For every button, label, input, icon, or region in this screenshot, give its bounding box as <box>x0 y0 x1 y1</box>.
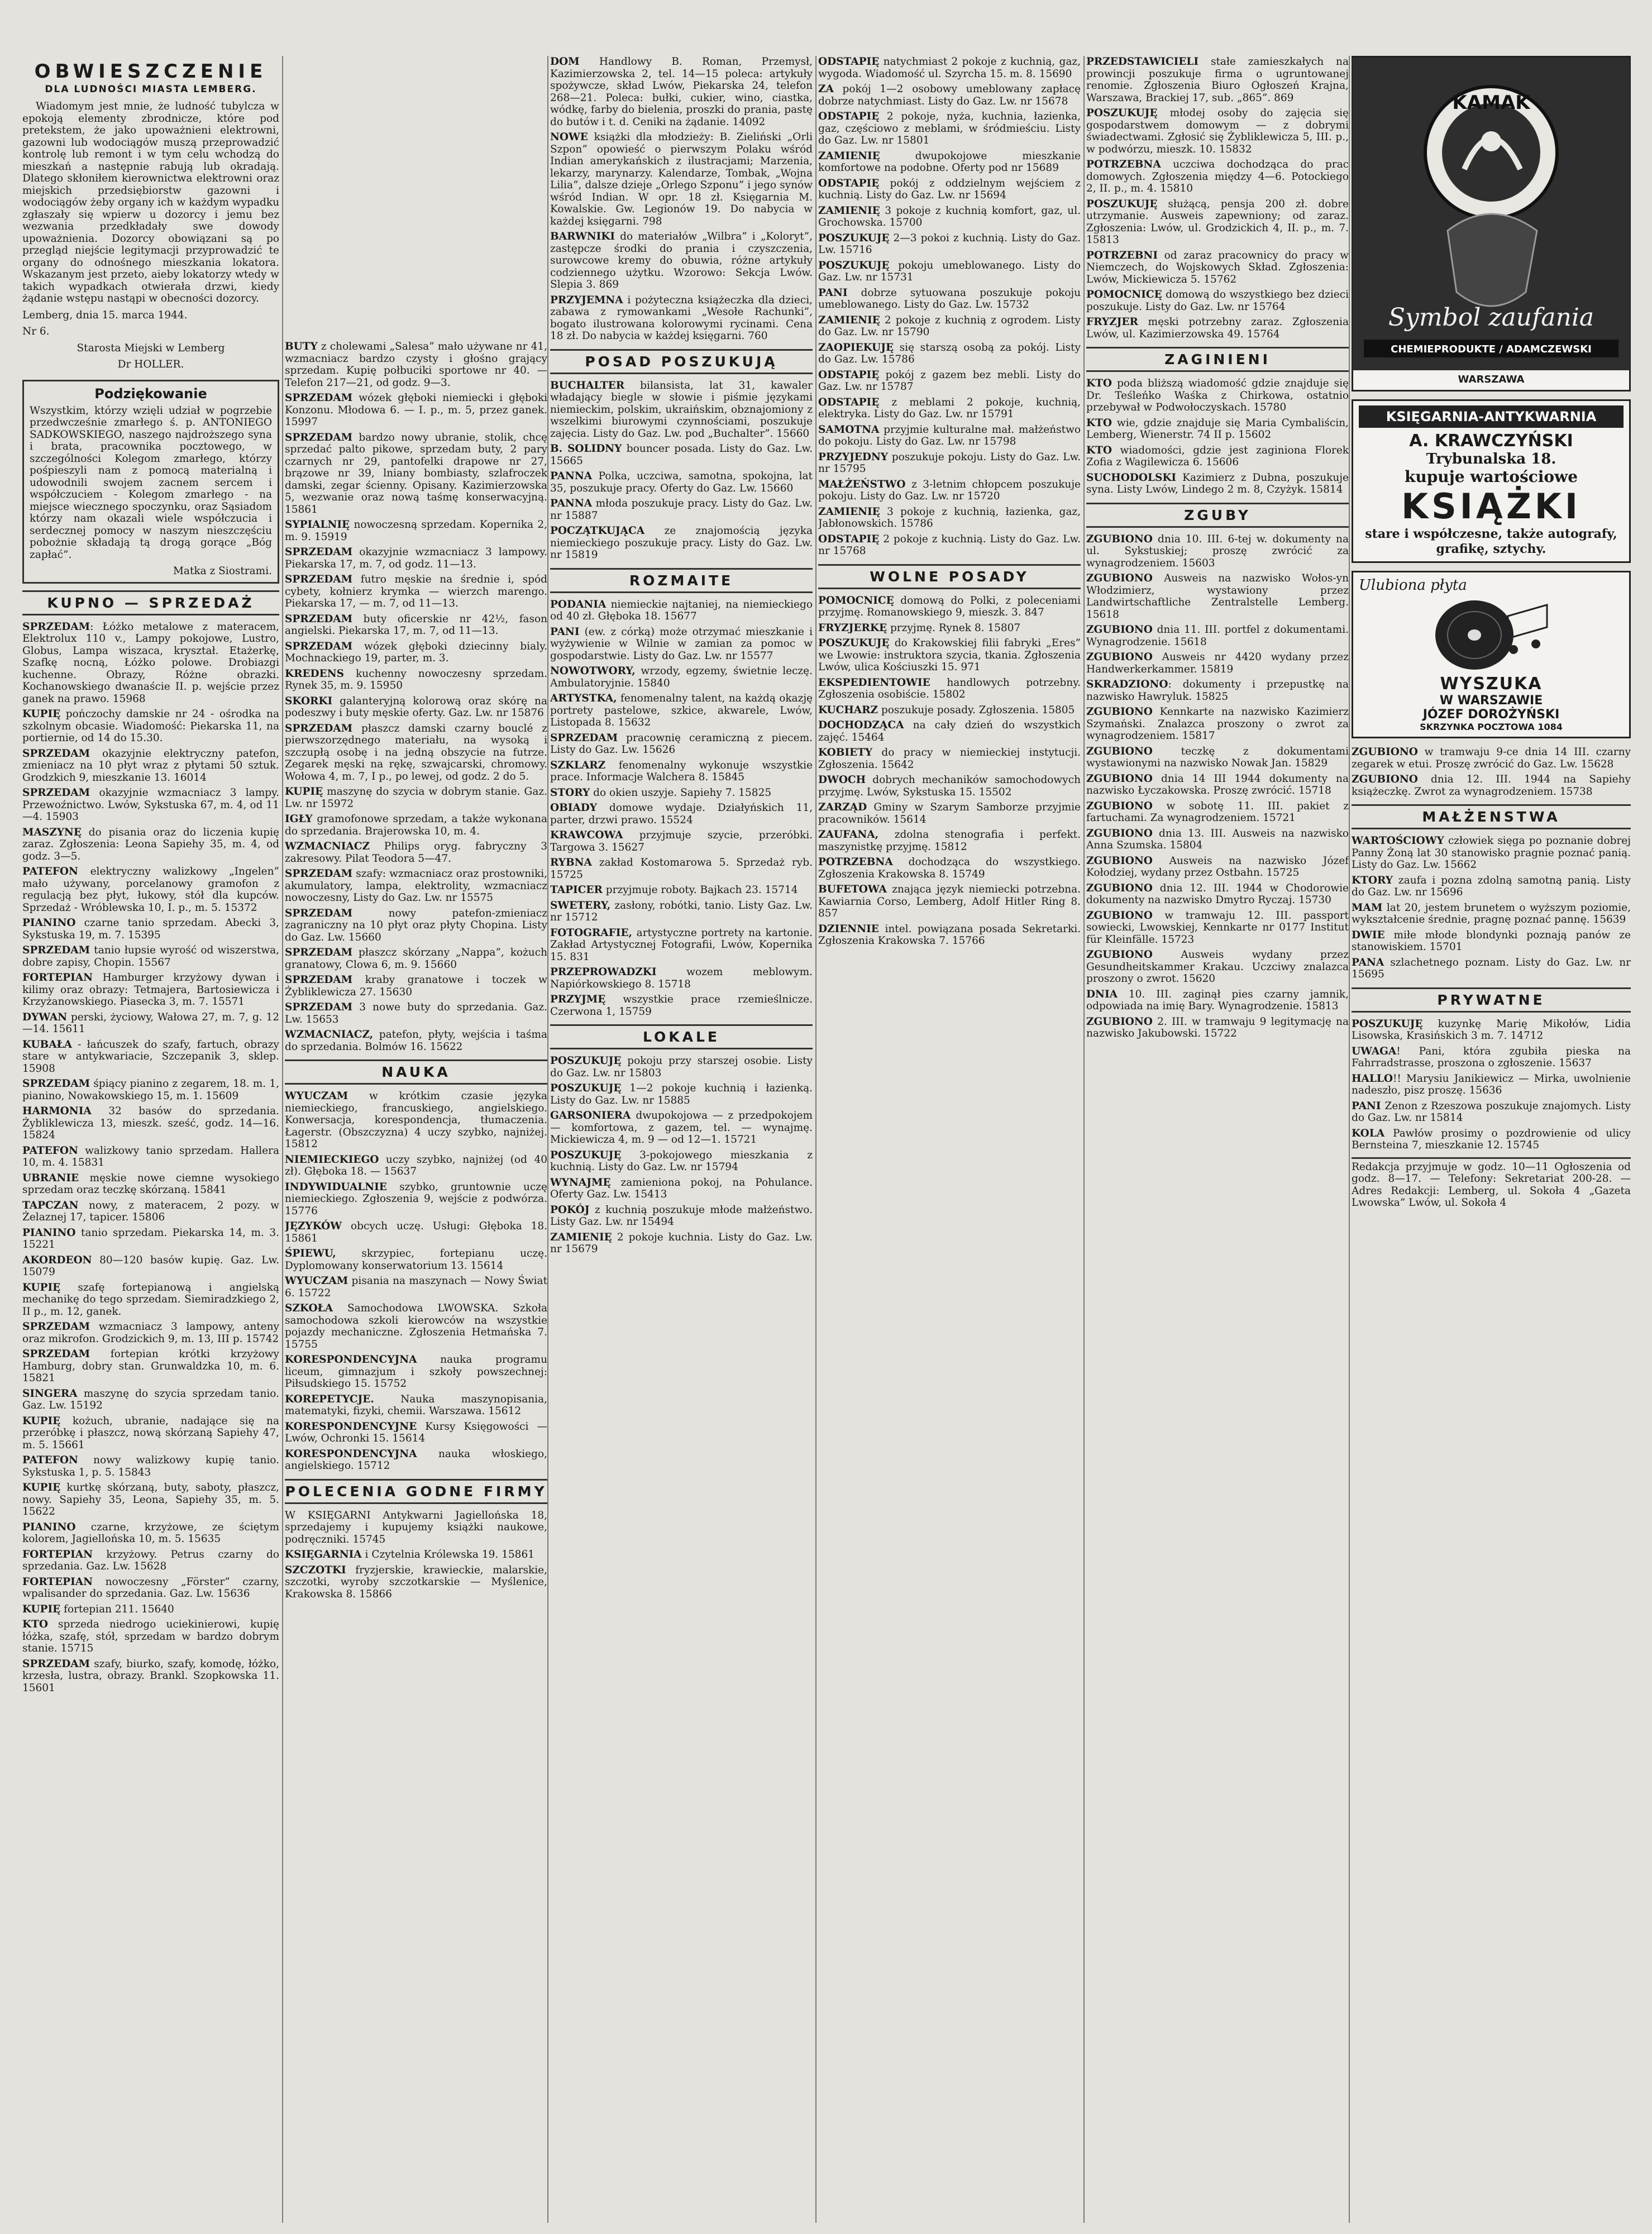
classified-ad: RYBNA zakład Kostomarowa 5. Sprzedaż ryb. 15725 <box>550 857 813 881</box>
classified-ad: MASZYNĘ do pisania oraz do liczenia kupię zaraz. Zgłoszenia: Leona Sapiehy 35, m. 4, od godz. 3—5. <box>22 826 279 862</box>
bookstore-advertisement <box>1352 399 1631 563</box>
classified-ad: FOTOGRAFIE, artystyczne portrety na kartonie. Zakład Artystycznej Fotografii, Lwów, Kopernika 15. 831 <box>550 927 813 963</box>
section-heading-rozmaite: ROZMAITE <box>550 568 813 593</box>
classified-ad: HALLO!! Marysiu Janikiewicz — Mirka, uwolnienie nadeszło, pisz proszę. 15636 <box>1352 1072 1631 1096</box>
classified-ad: ZGUBIONO Ausweis nr 4420 wydany przez Handwerkerkammer. 15819 <box>1086 651 1349 675</box>
classified-list <box>1352 1018 1631 1152</box>
brand-banner: CHEMIEPRODUKTE / ADAMCZEWSKI <box>1391 343 1592 355</box>
classified-ad: KORESPONDENCYJNA nauka programu liceum, gimnazjum i szkoły powszechnej: Piłsudskiego 15. 15752 <box>285 1354 547 1390</box>
classified-ad: ZGUBIONO dnia 11. III. portfel z dokumentami. Wynagrodzenie. 15618 <box>1086 624 1349 648</box>
classified-list <box>285 1090 547 1472</box>
classified-ad: SPRZEDAM fortepian krótki krzyżowy Hamburg, dobry stan. Grunwaldzka 10, m. 6. 15821 <box>22 1348 279 1384</box>
classified-ad: PANI dobrze sytuowana poszukuje pokoju umeblowanego. Listy do Gaz. Lw. 15732 <box>818 287 1081 311</box>
classified-ad: KSIĘGARNIA i Czytelnia Królewska 19. 15861 <box>285 1549 534 1560</box>
classified-ad: POSZUKUJĘ 1—2 pokoje kuchnią i łazienką. Listy do Gaz. Lw. nr 15885 <box>550 1082 813 1106</box>
classified-ad: FORTEPIAN Hamburger krzyżowy dywan i kilimy oraz obrazy: Tetmajera, Bartosiewicza i Krzyżanowskiego. Piasecka 3, m. 7. 15571 <box>22 972 279 1008</box>
classified-ad: ZGUBIONO Kennkarte na nazwisko Kazimierz Szymański. Znalazca proszony o zwrot za wynagrodzeniem. 15817 <box>1086 706 1349 742</box>
classified-ad: ZAMIENIĘ 3 pokoje z kuchnią komfort, gaz, ul. Grochowska. 15700 <box>818 204 1081 228</box>
classified-ad: ZGUBIONO Ausweis na nazwisko Józef Kołodziej, wydany przez Ostbahn. 15725 <box>1086 855 1349 879</box>
classified-ad: PRZEPROWADZKI wozem meblowym. Napiórkowskiego 8. 15718 <box>550 966 813 990</box>
classified-ad: WYNAJMĘ zamieniona pokoj, na Pohulance. Oferty Gaz. Lw. 15413 <box>550 1176 813 1200</box>
classified-ad: ŚPIEWU, skrzypiec, fortepianu uczę. Dyplomowany konserwatorium 13. 15614 <box>285 1248 547 1272</box>
classified-ad: POKÓJ z kuchnią poszukuje młode małżeństwo. Listy Gaz. Lw. nr 15494 <box>550 1204 813 1228</box>
classified-ad: PIANINO czarne, krzyżowe, ze ściętym kolorem, Jagiellońska 10, m. 5. 15635 <box>22 1521 279 1545</box>
classified-ad: ZGUBIONO Ausweis na nazwisko Wołos-yn Włodzimierz, wystawiony przez Landwirtschaftliche Zentralstelle Lemberg. 15618 <box>1086 572 1349 620</box>
classified-ad: ZGUBIONO teczkę z dokumentami wystawionymi na nazwisko Nowak Jan. 15829 <box>1086 745 1349 769</box>
classified-ad: SZKOŁA Samochodowa LWOWSKA. Szkoła samochodowa szkoli kierowców na wszystkie pojazdy mechaniczne. Zgłoszenia Hetmańska 7. 15755 <box>285 1302 547 1350</box>
classified-ad: SZCZOTKI fryzjerskie, krawieckie, malarskie, szczotki, wyroby szczotkarskie — Myślenice, Krakowska 8. 15866 <box>285 1564 547 1600</box>
column-rule <box>282 56 283 2223</box>
bookstore-buy: kupuje wartościowe <box>1404 467 1578 486</box>
brand-city: WARSZAWA <box>1458 374 1525 385</box>
editorial-footer: Redakcja przyjmuje w godz. 10—11 Ogłoszenia od godz. 8—17. — Telefony: Sekretariat 200-28. — Adres Redakcji: Lemberg, ul. Sokoła 4 „Gazeta Lwowska” Lwów, ul. Sokoła 4 <box>1352 1157 1631 1209</box>
column-rule <box>1083 56 1085 2223</box>
notice-subtitle: DLA LUDNOŚCI MIASTA LEMBERG. <box>45 84 257 95</box>
column-6 <box>1352 56 1631 2223</box>
notice-date: Lemberg, dnia 15. marca 1944. <box>22 309 188 321</box>
thanks-box <box>22 380 279 584</box>
classified-ad: ZGUBIONO dnia 13. III. Ausweis na nazwisko Anna Szumska. 15804 <box>1086 827 1349 851</box>
classified-list <box>550 1055 813 1256</box>
classified-ad: HARMONIA 32 basów do sprzedania. Żybliklewicza 13, mieszk. sześć, godz. 14—16. 15824 <box>22 1105 279 1141</box>
column-5 <box>1086 56 1349 2223</box>
classified-ad: SINGERA maszynę do szycia sprzedam tanio. Gaz. Lw. 15192 <box>22 1387 279 1411</box>
classified-ad: ZGUBIONO w sobotę 11. III. pakiet z fartuchami. Za wynagrodzeniem. 15721 <box>1086 800 1349 824</box>
section-heading-zaginieni: ZAGINIENI <box>1086 347 1349 372</box>
classified-ad: DWIE miłe młode blondynki poznają panów ze stanowiskiem. 15701 <box>1352 929 1631 953</box>
classified-ad: ODSTAPIĘ z meblami 2 pokoje, kuchnią, elektryka. Listy do Gaz. Lw. nr 15791 <box>818 396 1081 420</box>
classified-ad: KORESPONDENCYJNA nauka włoskiego, angielskiego. 15712 <box>285 1448 547 1472</box>
classified-ad: ZGUBIONO dnia 14 III 1944 dokumenty na nazwisko Łyczakowska. Proszę zwrócić. 15718 <box>1086 772 1349 796</box>
classified-list <box>285 341 547 1053</box>
record-advertisement <box>1352 571 1631 738</box>
classified-ad: ZA pokój 1—2 osobowy umeblowany zapłacę dobrze natychmiast. Listy do Gaz. Lw. nr 15678 <box>818 83 1081 107</box>
classified-ad: ZARZĄD Gminy w Szarym Samborze przyjmie pracowników. 15614 <box>818 801 1081 825</box>
classified-ad: POSZUKUJĘ do Krakowskiej filii fabryki „Eres” we Lwowie: instruktora szycia, tkania. Zgłoszenia Lwów, ulica Kościuszki 15. 971 <box>818 637 1081 673</box>
classified-ad: ZGUBIONO 2. III. w tramwaju 9 legitymację na nazwisko Jakubowski. 15722 <box>1086 1015 1349 1039</box>
classified-ad: PODANIA niemieckie najtaniej, na niemieckiego od 40 zł. Głęboka 18. 15677 <box>550 598 813 622</box>
classified-list <box>1086 533 1349 1040</box>
classified-ad: ZGUBIONO Ausweis wydany przez Gesundheitskammer Krakau. Uczciwy znalazca proszony o zwrot. 15620 <box>1086 949 1349 985</box>
classified-ad: ZAOPIEKUJĘ się starszą osobą za pokój. Listy do Gaz. Lw. 15786 <box>818 341 1081 365</box>
classified-ad: PIANINO czarne tanio sprzedam. Abecki 3, Sykstuska 19, m. 7. 15395 <box>22 917 279 941</box>
classified-ad: UWAGA! Pani, która zgubiła pieska na Fahrradstrasse, proszona o zgłoszenie. 15637 <box>1352 1045 1631 1069</box>
column-4 <box>818 56 1081 2223</box>
record-script: Ulubiona płyta <box>1359 577 1467 594</box>
classified-ad: PRZYJEDNY poszukuje pokoju. Listy do Gaz. Lw. nr 15795 <box>818 451 1081 475</box>
classified-ad: POSZUKUJĘ 2—3 pokoi z kuchnią. Listy do Gaz. Lw. 15716 <box>818 232 1081 256</box>
classified-ad: PANI (ew. z córką) może otrzymać mieszkanie i wyżywienie w Wilnie w zamian za pomoc w gospodarstwie. Listy do Gaz. Lw. nr 15577 <box>550 626 813 662</box>
classified-ad: ODSTAPIĘ 2 pokoje z kuchnią. Listy do Gaz. Lw. nr 15768 <box>818 533 1081 557</box>
classified-ad: DWOCH dobrych mechaników samochodowych przyjmę. Lwów, Sykstuska 15. 15502 <box>818 774 1081 798</box>
classified-ad: ODSTAPIĘ pokój z oddzielnym wejściem z kuchnią. Listy do Gaz. Lw. nr 15694 <box>818 177 1081 201</box>
classified-ad: NIEMIECKIEGO uczy szybko, najniżej (od 40 zł). Głęboka 18. — 15637 <box>285 1153 547 1177</box>
classified-ad: SPRZEDAM szafy, biurko, szafy, komodę, łóżko, krzesła, lustra, obrazy. Brankl. Szopkowska 11. 15601 <box>22 1658 279 1694</box>
notice-body: Wiadomym jest mnie, że ludność tubylcza w epokoją elementy zbrodnicze, które pod pretekstem, że jako upoważnieni elektrowni, gazowni lub wodociągów muszą przeprowadzić kontrolę lub remont i w tym celu wchodzą do mieszkań a następnie rabują lub okradają. Dlatego skłoniłem kierownictwa elektrowni oraz miejskich przedsiębiorstw gazowni i wodociągów żeby organy ich w każdym wypadku zgłaszały się wpierw u dozorcy i jemu bez wezwania przedkładały swe dowody upoważnienia. Dozorcy obowiązani są po przegląd niejście legitymacji przyprowadzić te organy do odnośnego mieszkania lokatora. Wskazanym jest przeto, aieby lokatorzy wtedy w takich wypadkach otwierała drzwi, kiedy żądanie wstępu nastąpi w obecności dozorcy. <box>22 101 279 304</box>
classified-ad: FORTEPIAN krzyżowy. Petrus czarny do sprzedania. Gaz. Lw. 15628 <box>22 1548 279 1572</box>
classified-ad: POMOCNICĘ domową do wszystkiego bez dzieci poszukuje. Listy do Gaz. Lw. nr 15764 <box>1086 289 1349 313</box>
classified-ad: KOLA Pawłów prosimy o pozdrowienie od ulicy Bernsteina 7, mieszkanie 12. 15745 <box>1352 1127 1631 1151</box>
classified-ad: PANA szlachetnego poznam. Listy do Gaz. Lw. nr 15695 <box>1352 956 1631 980</box>
classified-list <box>818 595 1081 947</box>
classified-list <box>550 56 813 342</box>
classified-ad: POSZUKUJĘ pokoju przy starszej osobie. Listy do Gaz. Lw. nr 15803 <box>550 1055 813 1079</box>
column-rule <box>1349 56 1350 2223</box>
classified-ad: ZGUBIONO w tramwaju 9-ce dnia 14 III. czarny zegarek w etui. Proszę zwrócić do Gaz. Lw. 15628 <box>1352 746 1631 770</box>
classified-ad: KTO wie, gdzie znajduje się Maria Cymbaliścin, Lemberg, Wienerstr. 74 II p. 15602 <box>1086 417 1349 441</box>
classified-ad: ZGUBIONO dnia 12. III. 1944 na Sapiehy książeczkę. Zwrot za wynagrodzeniem. 15738 <box>1352 774 1631 798</box>
classified-ad: IGŁY gramofonowe sprzedam, a także wykonana do sprzedania. Brajerowska 10, m. 4. <box>285 813 547 837</box>
classified-ad: SPRZEDAM pracownię ceramiczną z piecem. Listy do Gaz. Lw. 15626 <box>550 732 813 756</box>
classified-ad: KTO poda bliższą wiadomość gdzie znajduje się Dr. Teśleńko Waśka z Chirkowa, ostatnio przebywał w Podwołoczyskach. 15780 <box>1086 378 1349 413</box>
classified-ad: POTRZEBNI od zaraz pracownicy do pracy w Niemczech, do Wojskowych Skład. Zgłoszenia: Lwów, Mickiewicza 5. 15762 <box>1086 249 1349 285</box>
classified-ad: ZGUBIONO dnia 10. III. 6-tej w. dokumenty na ul. Sykstuskiej; proszę zwrócić za wynagrodzeniem. 15603 <box>1086 533 1349 569</box>
thanks-body: Wszystkim, którzy wzięli udział w pogrzebie przedwcześnie zmarłego ś. p. ANTONIEGO SADKOWSKIEGO, naszego najdroższego syna i brata, pracownika pocztowego, w szczególności Kolegom zmarłego, którzy pośpieszyli nam z pomocą materialną i udowodnili swojem zacnem sercem i współczuciem - Kolegom zmarłego - na miejsce wiecznego spoczynku, oraz Sąsiadom którzy nam okazali wiele współczucia i serdecznej pomocy w naszym nieszczęściu pobożnie składają tą drogą gorące „Bóg zapłać”. <box>30 404 272 561</box>
classified-ad: ZAMIENIĘ dwupokojowe mieszkanie komfortowe na podobne. Oferty pod nr 15689 <box>818 150 1081 174</box>
classified-list <box>1352 835 1631 981</box>
column-2 <box>285 56 547 2223</box>
record-box: SKRZYNKA POCZTOWA 1084 <box>1420 722 1563 732</box>
classified-ad: MAŁŻEŃSTWO z 3-letnim chłopcem poszukuje pokoju. Listy do Gaz. Lw. nr 15720 <box>818 478 1081 502</box>
classified-ad: KUPIĘ kożuch, ubranie, nadające się na przeróbkę i płaszcz, nową skórzaną Sapiehy 47, m. 5. 15661 <box>22 1415 279 1451</box>
brand-logo-icon <box>1353 58 1630 370</box>
classified-ad: FORTEPIAN nowoczesny „Förster” czarny, wpalisander do sprzedania. Gaz. Lw. 15636 <box>22 1576 279 1600</box>
classified-ad: POSZUKUJĘ młodej osoby do zajęcia się gospodarstwem domowym — z dobrymi świadectwami. Zgłosić się Żybliklewicza 5, III. p., w podwórzu, mieszk. 10. 15832 <box>1086 107 1349 155</box>
section-heading-wolne: WOLNE POSADY <box>818 564 1081 589</box>
thanks-signature: Matka z Siostrami. <box>173 565 272 577</box>
classified-ad: UBRANIE męskie nowe ciemne wysokiego sprzedam oraz teczkę skórzaną. 15841 <box>22 1172 279 1196</box>
classified-ad: SPRZEDAM: Łóżko metalowe z materacem, Elektrolux 110 v., Lampy pokojowe, Lustro, Globus, Lampa wiszaca, kryształ. Etażerkę, Szafkę nocną, Łóżko polowe. Drobiazgi kuchenne. Obrazy, Różne obrazki. Kochanowskiego dwanaście II. p. wejście przez ganek na prawo. 15968 <box>22 620 279 705</box>
classified-ad: ZAMIENIĘ 2 pokoje kuchnia. Listy do Gaz. Lw. nr 15679 <box>550 1231 813 1255</box>
classified-ad: POMOCNICĘ domową do Polki, z poleceniami przyjmę. Romanowskiego 9, mieszk. 3. 847 <box>818 594 1081 618</box>
classified-ad: PANNA młoda poszukuje pracy. Listy do Gaz. Lw. nr 15887 <box>550 498 813 522</box>
classified-ad: SPRZEDAM buty oficerskie nr 42½, fason angielski. Piekarska 17, m. 7, od 11—13. <box>285 613 547 637</box>
classified-list <box>1086 56 1349 340</box>
classified-ad: ZGUBIONO dnia 12. III. 1944 w Chodorowie dokumenty na nazwisko Dmytro Ryczaj. 15730 <box>1086 882 1349 906</box>
brand-script: Symbol zaufania <box>1388 303 1594 332</box>
classified-ad: PRZYJEMNA i pożyteczna książeczka dla dzieci, zabawa z rymowankami „Wesołe Rachunki”, bogato ilustrowana kolorowymi rycinami. Cena 18 zł. Do nabycia w każdej księgarni. 760 <box>550 294 813 342</box>
record-owner: JÓZEF DOROŻYŃSKI <box>1422 708 1560 722</box>
classified-ad: SPRZEDAM płaszcz skórzany „Nappa”, kożuch granatowy, Clowa 6, m. 9. 15660 <box>285 947 547 971</box>
classified-ad: WARTOŚCIOWY człowiek sięga po poznanie dobrej Panny Żoną lat 30 stanowisko pragnie poznać panią. Listy do Gaz. Lw. 15662 <box>1352 835 1631 871</box>
classified-ad: SPRZEDAM wózek głęboki dziecinny bialy. Mochnackiego 19, parter, m. 3. <box>285 640 547 664</box>
section-heading-kupno: KUPNO — SPRZEDAŻ <box>22 590 279 615</box>
classified-ad: SPRZEDAM śpiący pianino z zegarem, 18. m. 1, pianino, Nowakowskiego 15, m. 1. 15609 <box>22 1078 279 1102</box>
classified-ad: POSZUKUJĘ kuzynkę Marię Mikołów, Lidia Lisowska, Krasińskich 3 m. 7. 14712 <box>1352 1018 1631 1042</box>
column-1 <box>22 56 279 2223</box>
classified-ad: SPRZEDAM bardzo nowy ubranie, stolik, chcę sprzedać palto pikowe, sprzedam buty, 2 pary czarnych nr 29, pantofelki drapowe nr 27, brązowe nr 39, lniany bombiasty, szlafroczek damski, zegar ścienny. Opisany. Kazimierzowska 5, wezwanie oraz nową taśmę konserwacyjną. 15861 <box>285 431 547 515</box>
classified-ad: PRZEDSTAWICIELI stałe zamieszkałych na prowincji poszukuje firma o ugruntowanej renomie. Zgłoszenia Biuro Ogłoszeń Krajna, Warszawa, Brackiej 17, sub. „865”. 869 <box>1086 56 1349 104</box>
classified-ad: POCZĄTKUJĄCA ze znajomością języka niemieckiego poszukuje pracy. Listy do Gaz. Lw. nr 15819 <box>550 525 813 561</box>
section-heading-malzenstwa: MAŁŻENSTWA <box>1352 804 1631 829</box>
classified-ad: KUCHARZ poszukuje posady. Zgłoszenia. 15805 <box>818 704 1075 716</box>
classified-ad: ODSTAPIĘ pokój z gazem bez mebli. Listy do Gaz. Lw. nr 15787 <box>818 369 1081 393</box>
classified-ad: WYUCZAM w krótkim czasie języka niemieckiego, francuskiego, angielskiego. Konwersacja, korespondencja, tłumaczenia. Łagerstr. (Obszczyzna) 4 uczy szybko, najniżej. 15812 <box>285 1090 547 1150</box>
classified-ad: KUPIĘ kurtkę skórzaną, buty, saboty, płaszcz, nowy. Sapiehy 35, Leona, Sapiehy 35, m. 5. 15622 <box>22 1482 279 1517</box>
classified-ad: DOCHODZĄCA na cały dzień do wszystkich zajęć. 15464 <box>818 719 1081 743</box>
classified-ad: SPRZEDAM kraby granatowe i toczek w Żybliklewicza 27. 15630 <box>285 974 547 998</box>
classified-ad: SPRZEDAM okazyjnie elektryczny patefon, zmieniacz na 10 płyt wraz z płytami 50 sztuk. Grodzkich 9, mieszkanie 13. 16014 <box>22 747 279 784</box>
classified-ad: JĘZYKÓW obcych uczę. Usługi: Głęboka 18. 15861 <box>285 1220 547 1244</box>
classified-ad: DZIENNIE intel. powiązana posada Sekretarki. Zgłoszenia Krakowska 7. 15766 <box>818 923 1081 947</box>
classified-ad: FRYZJERKĘ przyjmę. Rynek 8. 15807 <box>818 622 1021 634</box>
classified-ad: PIANINO tanio sprzedam. Piekarska 14, m. 3. 15221 <box>22 1226 279 1250</box>
classified-ad: BARWNIKI do materiałów „Wilbra” i „Koloryt”, zastępcze środki do prania i czyszczenia, surowcowe kremy do obuwia, różne artykuły codziennego użytku. Wzorowo: Sekcja Lwów. Slepia 3. 869 <box>550 231 813 290</box>
classified-ad: PATEFON elektryczny walizkowy „Ingelen” mało używany, porcelanowy gramofon z regulacją bez płyt, łukowy, stół dla kupców. Sprzedaż - Wróblewska 10, I. p., m. 5. 15372 <box>22 866 279 914</box>
notice-signature-name: Dr HOLLER. <box>117 359 184 370</box>
classified-ad: POTRZEBNA uczciwa dochodząca do prac domowych. Zgłoszenia między 4—6. Potockiego 2, II. p., m. 4. 15810 <box>1086 159 1349 194</box>
column-rule <box>547 56 548 2223</box>
classified-ad: TAPCZAN nowy, z materacem, 2 pozy. w Żelaznej 17, tapicer. 15806 <box>22 1199 279 1223</box>
classified-ad: W KSIĘGARNI Antykwarni Jagiellońska 18, sprzedajemy i kupujemy książki naukowe, podręczniki. 15745 <box>285 1509 547 1545</box>
classified-ad: POTRZEBNA dochodząca do wszystkiego. Zgłoszenia Krakowska 8. 15749 <box>818 856 1081 880</box>
classified-ad: NOWE książki dla młodzieży: B. Zieliński „Orli Szpon” opowieść o pierwszym Polaku wśród Indian amerykańskich z ilustracjami; Marzenia, lekarzy, marynarzy. Kalendarze, Tombak, „Wojna Lilia”, dalsze dzieje „Orlego Szponu” i jego synów wśród Indian. W opr. 18 zł. Księgarnia M. Kowalskie. Gw. Legionów 19. Do nabycia w każdej księgarni. 798 <box>550 131 813 227</box>
classified-ad: PATEFON walizkowy tanio sprzedam. Hallera 10, m. 4. 15831 <box>22 1144 279 1168</box>
column-3 <box>550 56 813 2223</box>
classified-ad: SPRZEDAM futro męskie na średnie i, spód cybety, kołnierz krymka — wierzch marengo. Piekarska 17, — m. 7, od 11—13. <box>285 574 547 609</box>
classified-ad: KUPIĘ fortepian 211. 15640 <box>22 1603 174 1615</box>
classified-ad: KTORY zaufa i pozna zdolną samotną panią. Listy do Gaz. Lw. nr 15696 <box>1352 874 1631 898</box>
bookstore-address: Trybunalska 18. <box>1426 451 1556 467</box>
classified-ad: KORESPONDENCYJNE Kursy Księgowości — Lwów, Ochronki 15. 15614 <box>285 1420 547 1444</box>
classified-ad: SPRZEDAM tanio łupsie wyrość od wiszerstwa, dobre zapisy, Chopin. 15567 <box>22 944 279 968</box>
classified-ad: KTO wiadomości, gdzie jest zaginiona Florek Zofia z Wagilewicza 6. 15606 <box>1086 444 1349 468</box>
classified-ad: KUPIĘ pończochy damskie nr 24 - ośrodka na szkolnym obcasie. Wiadomość: Piekarska 11, na portiernie, od 14 do 15.30. <box>22 708 279 744</box>
classified-ad: BUCHALTER bilansista, lat 31, kawaler władający biegle w słowie i piśmie językami niemieckim, polskim, ukraińskim, obznajomiony z wszelkimi biurowymi czynnościami, poszukuje zajęcia. Listy do Gaz. Lw. pod „Buchalter”. 15660 <box>550 379 813 440</box>
classified-ad: DOM Handlowy B. Roman, Przemysł, Kazimierzowska 2, tel. 14—15 poleca: artykuły spożywcze, skład Lwów, Piekarska 24, telefon 268—21. Poleca: bułki, cukier, wino, ciastka, wódkę, farby do bielenia, proszki do prania, pastę do butów i t. d. Ceniki na żądanie. 14092 <box>550 56 813 128</box>
classified-ad: KOREPETYCJE. Nauka maszynopisania, matematyki, fizyki, chemii. Warszawa. 15612 <box>285 1393 547 1417</box>
classified-list <box>285 1510 547 1601</box>
classified-ad: SPRZEDAM szafy: wzmacniacz oraz prostowniki, akumulatory, lampa, elektrolity, wzmacniacz nowoczesny, Listy do Gaz. Lw. nr 15575 <box>285 868 547 904</box>
classified-list <box>550 599 813 1018</box>
classified-ad: DYWAN perski, życiowy, Wałowa 27, m. 7, g. 12—14. 15611 <box>22 1011 279 1035</box>
classified-ad: KREDENS kuchenny nowoczesny sprzedam. Rynek 35, m. 9. 15950 <box>285 667 547 691</box>
classified-ad: MAM lat 20, jestem brunetem o wyższym poziomie, wykształcenie średnie, pragnę poznać pannę. 15639 <box>1352 901 1631 925</box>
classified-ad: BUFETOWA znająca język niemiecki potrzebna. Kawiarnia Corso, Lemberg, Adolf Hitler Ring 8. 857 <box>818 884 1081 919</box>
classified-ad: KUPIĘ maszynę do szycia w dobrym stanie. Gaz. Lw. nr 15972 <box>285 786 547 810</box>
notice-signature-office: Starosta Miejski w Lemberg <box>77 342 225 354</box>
classified-ad: B. SOLIDNY bouncer posada. Listy do Gaz. Lw. 15665 <box>550 443 813 467</box>
classified-list <box>550 380 813 561</box>
notice-title: OBWIESZCZENIE <box>34 60 268 83</box>
classified-ad: POSZUKUJĘ 3-pokojowego mieszkania z kuchnią. Listy do Gaz. Lw. nr 15794 <box>550 1149 813 1173</box>
brand-logo-text: KAMAK <box>1452 92 1530 114</box>
classified-ad: GARSONIERA dwupokojowa — z przedpokojem — komfortowa, z gazem, tel. — wynajmę. Mickiewicza 4, m. 9 — od 12—1. 15721 <box>550 1110 813 1145</box>
classified-ad: ZAUFANA, zdolna stenografia i perfekt. maszynistkę przyjmę. 15812 <box>818 829 1081 853</box>
classified-ad: BUTY z cholewami „Salesa” mało używane nr 41, wzmacniacz bardzo czysty i głośno grający sprzedam. Kupię połbuciki sportowe nr 40. — Telefon 217—21, od godz. 9—3. <box>285 341 547 389</box>
classified-ad: SPRZEDAM okazyjnie wzmacniacz 3 lampy. Przewoźnictwo. Lwów, Sykstuska 67, m. 4, od 11—4. 15903 <box>22 787 279 823</box>
bookstore-tail: stare i współczesne, także autografy, grafikę, sztychy. <box>1365 527 1617 556</box>
classified-ad: FRYZJER męski potrzebny zaraz. Zgłoszenia Lwów, ul. Kazimierzowska 49. 15764 <box>1086 316 1349 340</box>
classified-ad: SPRZEDAM wzmacniacz 3 lampowy, anteny oraz mikrofon. Grodzickich 9, m. 13, III p. 15742 <box>22 1321 279 1345</box>
section-heading-prywatne: PRYWATNE <box>1352 987 1631 1013</box>
classified-ad: SPRZEDAM nowy patefon-zmieniacz zagraniczny na 10 płyt oraz płyty Chopina. Listy do Gaz. Lw. 15660 <box>285 907 547 943</box>
classified-ad: SAMOTNA przyjmie kulturalne mał. małżeństwo do pokoju. Listy do Gaz. Lw. nr 15798 <box>818 423 1081 447</box>
classified-ad: SPRZEDAM 3 nowe buty do sprzedania. Gaz. Lw. 15653 <box>285 1001 547 1025</box>
classified-ad: WZMACNIACZ, patefon, płyty, wejścia i taśma do sprzedania. Bolmów 16. 15622 <box>285 1029 547 1053</box>
classified-ad: INDYWIDUALNIE szybko, gruntownie uczę niemieckiego. Zgłoszenia 9, wejście z podwórza. 15776 <box>285 1181 547 1217</box>
column-rule <box>815 56 817 2223</box>
classified-ad: ZAMIENIĘ 2 pokoje z kuchnią z ogrodem. Listy do Gaz. Lw. nr 15790 <box>818 314 1081 338</box>
classified-ad: KOBIETY do pracy w niemieckiej instytucji. Zgłoszenia. 15642 <box>818 747 1081 771</box>
record-disc-icon <box>1430 594 1553 672</box>
section-heading-lokale: LOKALE <box>550 1024 813 1049</box>
classified-ad: TAPICER przyjmuje roboty. Bajkach 23. 15714 <box>550 884 798 896</box>
classified-ad: AKORDEON 80—120 basów kupię. Gaz. Lw. 15079 <box>22 1254 279 1278</box>
classified-ad: NOWOTWORY, wrzody, egzemy, świetnie leczę. Ambulatoryjnie. 15840 <box>550 665 813 689</box>
classified-list <box>818 56 1081 557</box>
classified-ad: ZGUBIONO w tramwaju 12. III. passport sowiecki, Lwowskiej, Kennkarte nr 0177 Institut für Kleinfälle. 15723 <box>1086 909 1349 946</box>
classified-ad: SUCHODOLSKI Kazimierz z Dubna, poszukuje syna. Listy Lwów, Lindego 2 m. 8, Czyżyk. 15814 <box>1086 471 1349 495</box>
classified-ad: PANI Zenon z Rzeszowa poszukuje znajomych. Listy do Gaz. Lw. nr 15814 <box>1352 1100 1631 1124</box>
classified-ad: SKRADZIONO: dokumenty i przepustkę na nazwisko Hawryluk. 15825 <box>1086 679 1349 703</box>
classified-ad: SYPIALNIĘ nowoczesną sprzedam. Kopernika 2, m. 9. 15919 <box>285 519 547 543</box>
classified-ad: PRZYJMĘ wszystkie prace rzemieślnicze. Czerwona 1, 15759 <box>550 994 813 1018</box>
record-word2: W WARSZAWIE <box>1439 694 1543 708</box>
classified-ad: SPRZEDAM płaszcz damski czarny bouclé z pierwszorzędnego materiału, na wysoką i szczupłą osobę i na jedną obszycie na futrze. Zegarek męski na rękę, szwajcarski, chromowy. Wołowa 4, m. 7, I p., po lewej, od godz. 2 do 5. <box>285 722 547 782</box>
classified-ad: DNIA 10. III. zaginął pies czarny jamnik, odpowiada na imię Bary. Wynagrodzenie. 15813 <box>1086 988 1349 1012</box>
classified-ad: WZMACNIACZ Philips oryg. fabryczny 3 zakresowy. Pilat Teodora 5—47. <box>285 841 547 865</box>
classified-ad: PATEFON nowy walizkowy kupię tanio. Sykstuska 1, p. 5. 15843 <box>22 1454 279 1478</box>
classified-ad: WYUCZAM pisania na maszynach — Nowy Świat 6. 15722 <box>285 1275 547 1299</box>
bookstore-owner: A. KRAWCZYŃSKI <box>1409 431 1573 451</box>
classified-ad: SPRZEDAM okazyjnie wzmacniacz 3 lampowy. Piekarska 17, m. 7, od godz. 11—13. <box>285 546 547 570</box>
classified-ad: KUBAŁA - łańcuszek do szafy, fartuch, obrazy stare w antykwariacie, Szczepanik 3, sklep. 15908 <box>22 1038 279 1075</box>
classified-ad: SPRZEDAM wózek głęboki niemiecki i głęboki Konzonu. Młodowa 6. — I. p., m. 5, przez ganek. 15997 <box>285 392 547 428</box>
classified-list <box>1086 378 1349 496</box>
classified-ad: ZAMIENIĘ 3 pokoje z kuchnią, łazienka, gaz, Jabłonowskich. 15786 <box>818 505 1081 529</box>
section-heading-polecenia: POLECENIA GODNE FIRMY <box>285 1479 547 1504</box>
classified-ad: EKSPEDIENTOWIE handlowych potrzebny. Zgłoszenia osobiście. 15802 <box>818 676 1081 700</box>
classified-list <box>1352 746 1631 798</box>
classified-ad: SKORKI galanteryjną kolorową oraz skórę na podeszwy i buty męskie oferty. Gaz. Lw. nr 15876 <box>285 695 547 719</box>
classified-ad: KTO sprzeda niedrogo uciekinierowi, kupię łóżka, szafę, stół, sprzedam w bardzo dobrym stanie. 15715 <box>22 1619 279 1654</box>
classified-ad: POSZUKUJĘ służącą, pensja 200 zł. dobre utrzymanie. Ausweis zapewniony; od zaraz. Zgłoszenia: Lwów, ul. Grodzickich 4, II. p., m. 7. 15813 <box>1086 198 1349 246</box>
bookstore-books: KSIĄŻKI <box>1401 486 1581 527</box>
classified-ad: OBIADY domowe wydaje. Działyńskich 11, parter, drzwi prawo. 15524 <box>550 802 813 826</box>
classified-ad: STORY do okien uszyje. Sapiehy 7. 15825 <box>550 786 772 799</box>
bookstore-head: KSIĘGARNIA-ANTYKWARNIA <box>1359 405 1624 428</box>
section-heading-zguby: ZGUBY <box>1086 503 1349 528</box>
classified-ad: ODSTAPIĘ natychmiast 2 pokoje z kuchnią, gaz, wygoda. Wiadomość ul. Szyrcha 15. m. 8. 15690 <box>818 56 1081 80</box>
classified-list <box>22 621 279 1694</box>
notice-number: Nr 6. <box>22 326 50 337</box>
classified-ad: SWETERY, zasłony, robótki, tanio. Listy Gaz. Lw. nr 15712 <box>550 899 813 923</box>
classified-ad: ARTYSTKA, fenomenalny talent, na każdą okazję portrety pastelowe, szkice, akwarele, Lwów, Listopada 8. 15632 <box>550 693 813 728</box>
section-heading-nauka: NAUKA <box>285 1059 547 1085</box>
section-heading-posad: POSAD POSZUKUJĄ <box>550 349 813 374</box>
classified-ad: ODSTAPIĘ 2 pokoje, nyża, kuchnia, łazienka, gaz, częściowo z meblami, w śródmieściu. Listy do Gaz. Lw. nr 15801 <box>818 111 1081 146</box>
record-word1: WYSZUKA <box>1440 674 1543 694</box>
classified-ad: KRAWCOWA przyjmuje szycie, przeróbki. Targowa 3. 15627 <box>550 829 813 853</box>
thanks-title: Podziękowanie <box>94 385 207 402</box>
classified-ad: POSZUKUJĘ pokoju umeblowanego. Listy do Gaz. Lw. nr 15731 <box>818 259 1081 283</box>
classified-ad: PANNA Polka, uczciwa, samotna, spokojna, lat 35, poszukuje pracy. Oferty do Gaz. Lw. 15660 <box>550 470 813 494</box>
classified-ad: KUPIĘ szafę fortepianową i angielską mechanikę do tego sprzedam. Siemiradzkiego 2, II p., m. 12, ganek. <box>22 1281 279 1318</box>
classified-ad: SZKLARZ fenomenalny wykonuje wszystkie prace. Informacje Walchera 8. 15845 <box>550 759 813 783</box>
brand-advertisement <box>1352 56 1631 392</box>
